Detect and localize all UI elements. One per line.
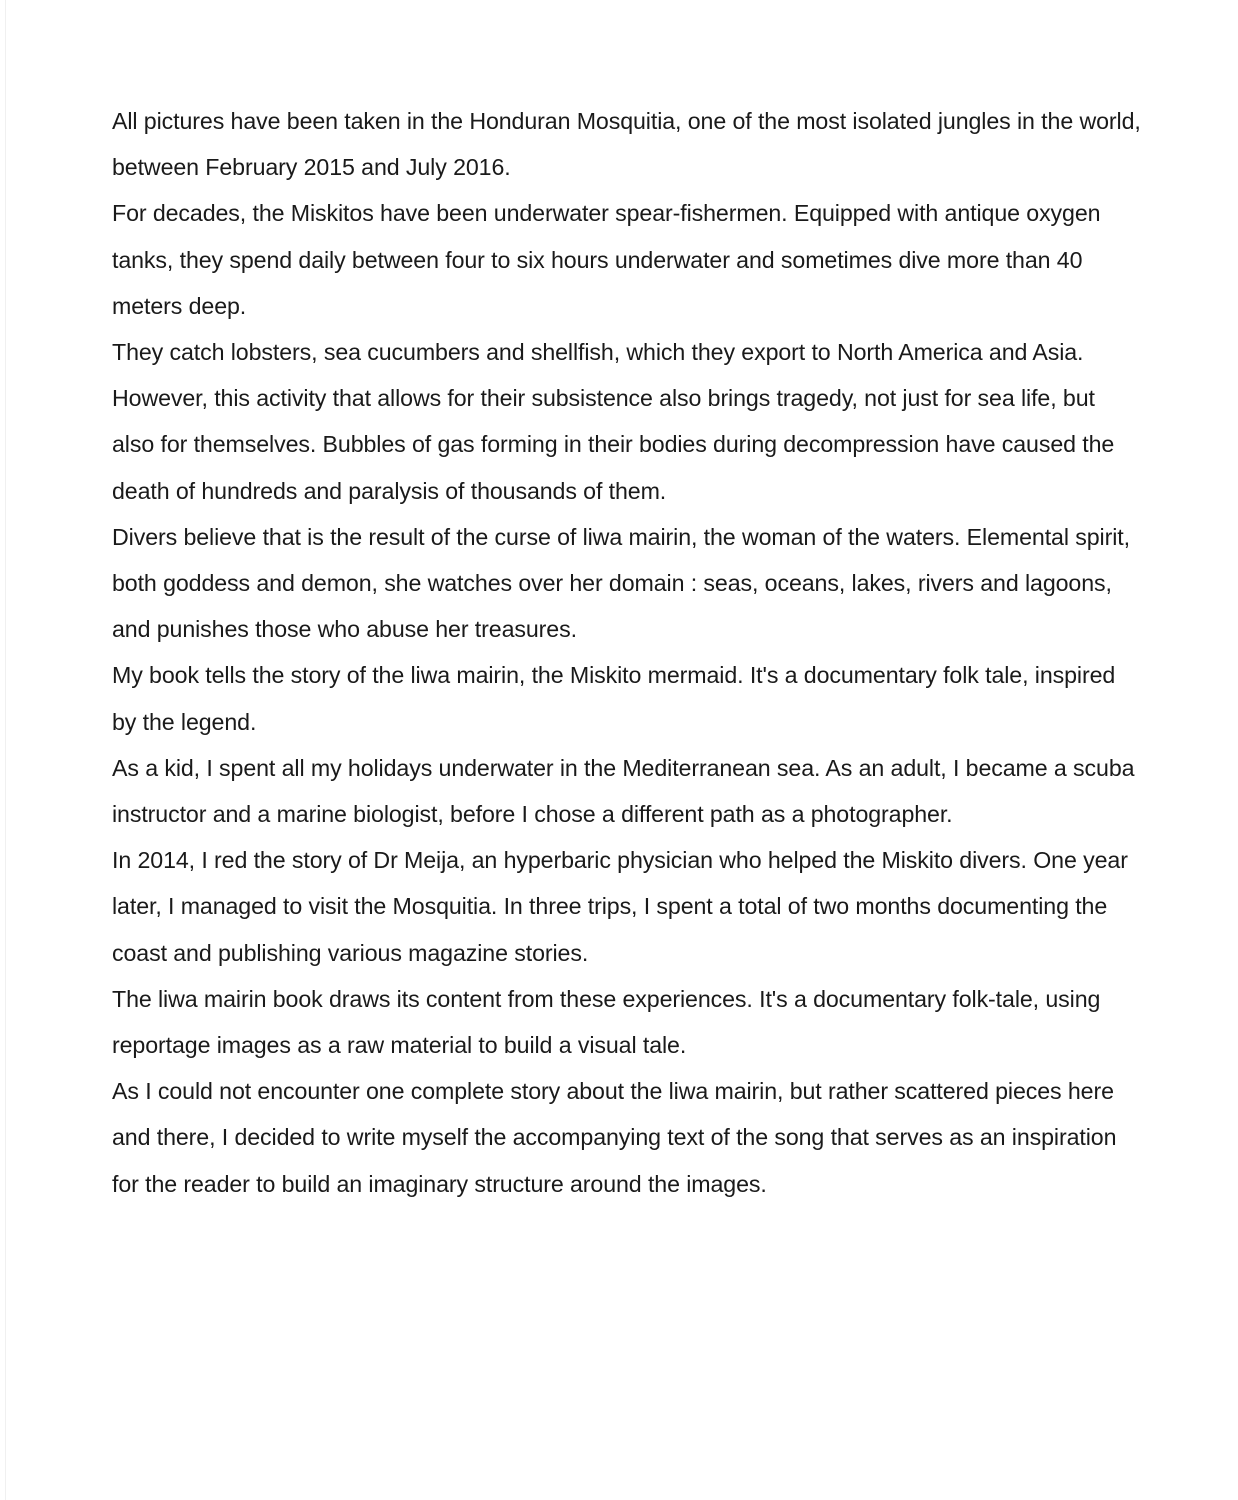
paragraph-book-content: The liwa mairin book draws its content from these experiences. It's a documentary folk-tale, using reportage images as a raw material to build a visual tale. [112, 985, 1101, 1059]
page-edge-divider [5, 0, 6, 1500]
paragraph-catch-export: They catch lobsters, sea cucumbers and shellfish, which they export to North America and Asia. [112, 339, 1084, 366]
paragraph-spear-fishermen: For decades, the Miskitos have been underwater spear-fishermen. Equipped with antique oxygen tanks, they spend daily between four to six hours underwater and sometimes dive more than 40 meters deep. [112, 200, 1101, 319]
paragraph-liwa-mairin-curse: Divers believe that is the result of the curse of liwa mairin, the woman of the waters. Elemental spirit, both goddess and demon, she watches over her domain : seas, oceans, lakes, rivers and lagoons, and punishes those who abuse her treasures. [112, 523, 1130, 643]
document-body [112, 98, 1142, 1207]
paragraph-author-background: As a kid, I spent all my holidays underwater in the Mediterranean sea. As an adult, I became a scuba instructor and a marine biologist, before I chose a different path as a photographer. [112, 754, 1135, 828]
paragraph-location-dates: All pictures have been taken in the Honduran Mosquitia, one of the most isolated jungles in the world, between February 2015 and July 2016. [112, 108, 1141, 181]
paragraph-decompression-tragedy: However, this activity that allows for their subsistence also brings tragedy, not just for sea life, but also for themselves. Bubbles of gas forming in their bodies during decompression have caused the death of hundreds and paralysis of thousands of them. [112, 385, 1115, 504]
paragraph-song-text: As I could not encounter one complete story about the liwa mairin, but rather scattered pieces here and there, I decided to write myself the accompanying text of the song that serves as an inspiration for the reader to build an imaginary structure around the images. [112, 1078, 1117, 1197]
paragraph-book-story: My book tells the story of the liwa mairin, the Miskito mermaid. It's a documentary folk tale, inspired by the legend. [112, 662, 1116, 735]
paragraph-dr-meija: In 2014, I red the story of Dr Meija, an hyperbaric physician who helped the Miskito divers. One year later, I managed to visit the Mosquitia. In three trips, I spent a total of two months documenting the coast and publishing various magazine stories. [112, 847, 1128, 966]
